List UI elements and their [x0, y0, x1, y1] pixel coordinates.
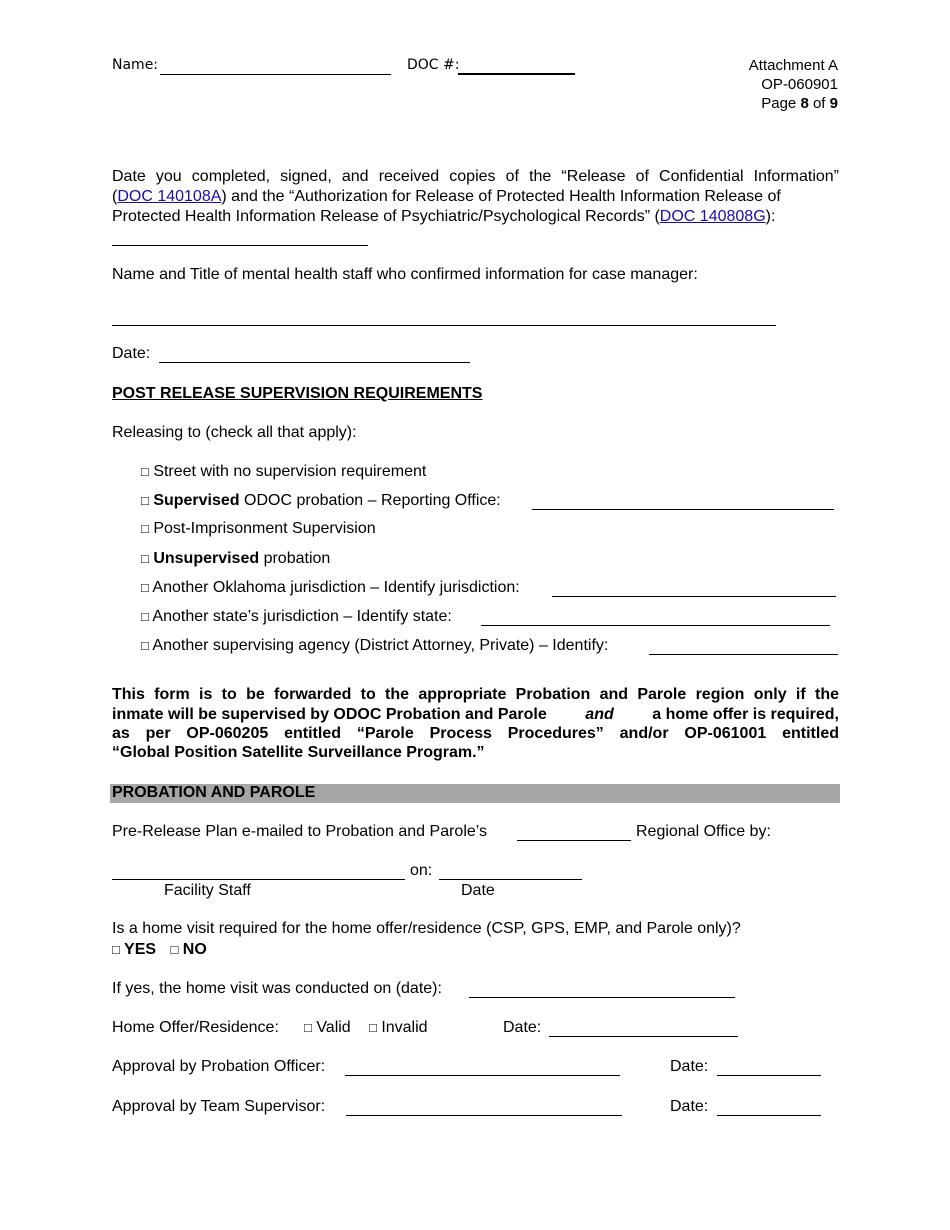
mental-health-date-field[interactable] — [159, 362, 470, 363]
facility-staff-field[interactable] — [112, 879, 405, 880]
po-approval-label: Approval by Probation Officer: — [112, 1058, 326, 1075]
emailed-label-b: Regional Office by: — [636, 823, 771, 840]
option-post-imprisonment[interactable] — [141, 520, 376, 538]
notice-line-2b: a home offer is required, — [652, 706, 839, 723]
ts-approval-label: Approval by Team Supervisor: — [112, 1098, 326, 1115]
po-approval-field[interactable] — [345, 1075, 620, 1076]
doc-number-label: DOC #: — [407, 57, 460, 73]
page-current: 8 — [800, 95, 809, 112]
checkbox-icon[interactable]: □ — [369, 1020, 377, 1035]
option-another-state-label: Another state’s jurisdiction – Identify state: — [152, 608, 452, 625]
jurisdiction-field[interactable] — [552, 596, 836, 597]
notice-line-2 — [112, 706, 839, 724]
checkbox-icon[interactable]: □ — [304, 1020, 312, 1035]
doc-140108a-link[interactable]: DOC 140108A — [117, 188, 222, 205]
post-release-heading: POST RELEASE SUPERVISION REQUIREMENTS — [112, 385, 483, 402]
consent-line-3-text: Protected Health Information Release of Psychiatric/Psychological Records” ( — [112, 208, 660, 225]
notice-and: and — [585, 706, 614, 723]
emailed-label-a: Pre-Release Plan e-mailed to Probation and Parole’s — [112, 823, 488, 840]
doc-number-field[interactable] — [458, 73, 575, 75]
no-option[interactable] — [170, 941, 206, 958]
consent-date-field[interactable] — [112, 245, 368, 246]
option-other-agency[interactable] — [141, 637, 608, 655]
name-field[interactable] — [160, 74, 391, 75]
probation-parole-heading: PROBATION AND PAROLE — [112, 784, 316, 801]
page-of: of — [812, 95, 826, 112]
option-unsupervised-bold: Unsupervised — [153, 550, 260, 567]
date-caption: Date — [461, 882, 495, 899]
option-another-state[interactable] — [141, 608, 452, 626]
home-visit-question: Is a home visit required for the home offer/residence (CSP, GPS, EMP, and Parole only)? — [112, 920, 741, 937]
checkbox-icon[interactable]: □ — [141, 638, 149, 653]
residence-date-label: Date: — [503, 1019, 542, 1036]
emailed-date-field[interactable] — [439, 879, 582, 880]
option-post-imprisonment-label: Post-Imprisonment Supervision — [153, 520, 376, 537]
option-supervised-bold: Supervised — [153, 492, 240, 509]
attachment-label: Attachment A — [748, 57, 838, 74]
regional-office-field[interactable] — [517, 840, 631, 841]
residence-date-field[interactable] — [549, 1036, 738, 1037]
consent-line-3 — [112, 208, 775, 226]
checkbox-icon[interactable]: □ — [141, 493, 149, 508]
no-label: NO — [182, 941, 207, 958]
checkbox-icon[interactable]: □ — [141, 580, 149, 595]
ts-approval-field[interactable] — [346, 1115, 622, 1116]
consent-line-2 — [112, 188, 839, 206]
option-supervised-label: ODOC probation – Reporting Office: — [244, 492, 501, 509]
invalid-label: Invalid — [381, 1019, 428, 1036]
residence-label: Home Offer/Residence: — [112, 1019, 279, 1036]
mental-health-date-label: Date: — [112, 345, 151, 362]
consent-line-1: Date you completed, signed, and received copies of the “Release of Confidential Information” — [112, 168, 839, 185]
checkbox-icon[interactable]: □ — [141, 609, 149, 624]
checkbox-icon[interactable]: □ — [170, 942, 179, 957]
option-street[interactable] — [141, 463, 426, 481]
option-other-agency-label: Another supervising agency (District Attorney, Private) – Identify: — [152, 637, 609, 654]
ts-date-label: Date: — [670, 1098, 709, 1115]
mental-health-staff-field[interactable] — [112, 325, 776, 326]
ts-date-field[interactable] — [717, 1115, 821, 1116]
consent-line-3-end: ): — [765, 208, 776, 225]
invalid-option[interactable] — [369, 1019, 428, 1037]
op-number: OP-060901 — [761, 76, 838, 93]
checkbox-icon[interactable]: □ — [141, 551, 149, 566]
agency-field[interactable] — [649, 654, 838, 655]
consent-line-2-text: ) and the “Authorization for Release of Protected Health Information Release of — [221, 188, 781, 205]
option-supervised[interactable] — [141, 492, 501, 510]
page-word: Page — [761, 95, 797, 112]
on-label: on: — [410, 862, 433, 879]
visit-date-field[interactable] — [469, 997, 735, 998]
notice-line-4: “Global Position Satellite Surveillance Program.” — [112, 744, 485, 761]
yes-option[interactable] — [112, 941, 156, 958]
releasing-to-label: Releasing to (check all that apply): — [112, 424, 357, 441]
notice-line-2a: inmate will be supervised by ODOC Probation and Parole — [112, 706, 547, 723]
facility-staff-caption: Facility Staff — [164, 882, 251, 899]
checkbox-icon[interactable]: □ — [141, 521, 149, 536]
valid-label: Valid — [316, 1019, 351, 1036]
notice-line-1: This form is to be forwarded to the appropriate Probation and Parole region only if the — [112, 686, 839, 703]
po-date-label: Date: — [670, 1058, 709, 1075]
checkbox-icon[interactable]: □ — [112, 942, 120, 957]
visit-date-label: If yes, the home visit was conducted on (date): — [112, 980, 442, 997]
page-indicator — [761, 95, 838, 112]
page-total: 9 — [829, 95, 838, 112]
valid-option[interactable] — [304, 1019, 351, 1037]
option-unsupervised-label: probation — [263, 550, 331, 567]
po-date-field[interactable] — [717, 1075, 821, 1076]
reporting-office-field[interactable] — [532, 509, 834, 510]
home-visit-options — [112, 941, 207, 959]
option-unsupervised[interactable] — [141, 550, 330, 568]
checkbox-icon[interactable]: □ — [141, 464, 149, 479]
state-field[interactable] — [481, 625, 830, 626]
yes-label: YES — [124, 941, 157, 958]
mental-health-staff-label: Name and Title of mental health staff who confirmed information for case manager: — [112, 266, 698, 283]
option-oklahoma-label: Another Oklahoma jurisdiction – Identify jurisdiction: — [152, 579, 520, 596]
notice-line-3: as per OP-060205 entitled “Parole Process Procedures” and/or OP-061001 entitled — [112, 725, 839, 742]
open-paren: ( — [112, 188, 118, 205]
option-oklahoma[interactable] — [141, 579, 520, 597]
name-label: Name: — [112, 57, 159, 73]
option-street-label: Street with no supervision requirement — [153, 463, 427, 480]
doc-140808g-link[interactable]: DOC 140808G — [659, 208, 766, 225]
